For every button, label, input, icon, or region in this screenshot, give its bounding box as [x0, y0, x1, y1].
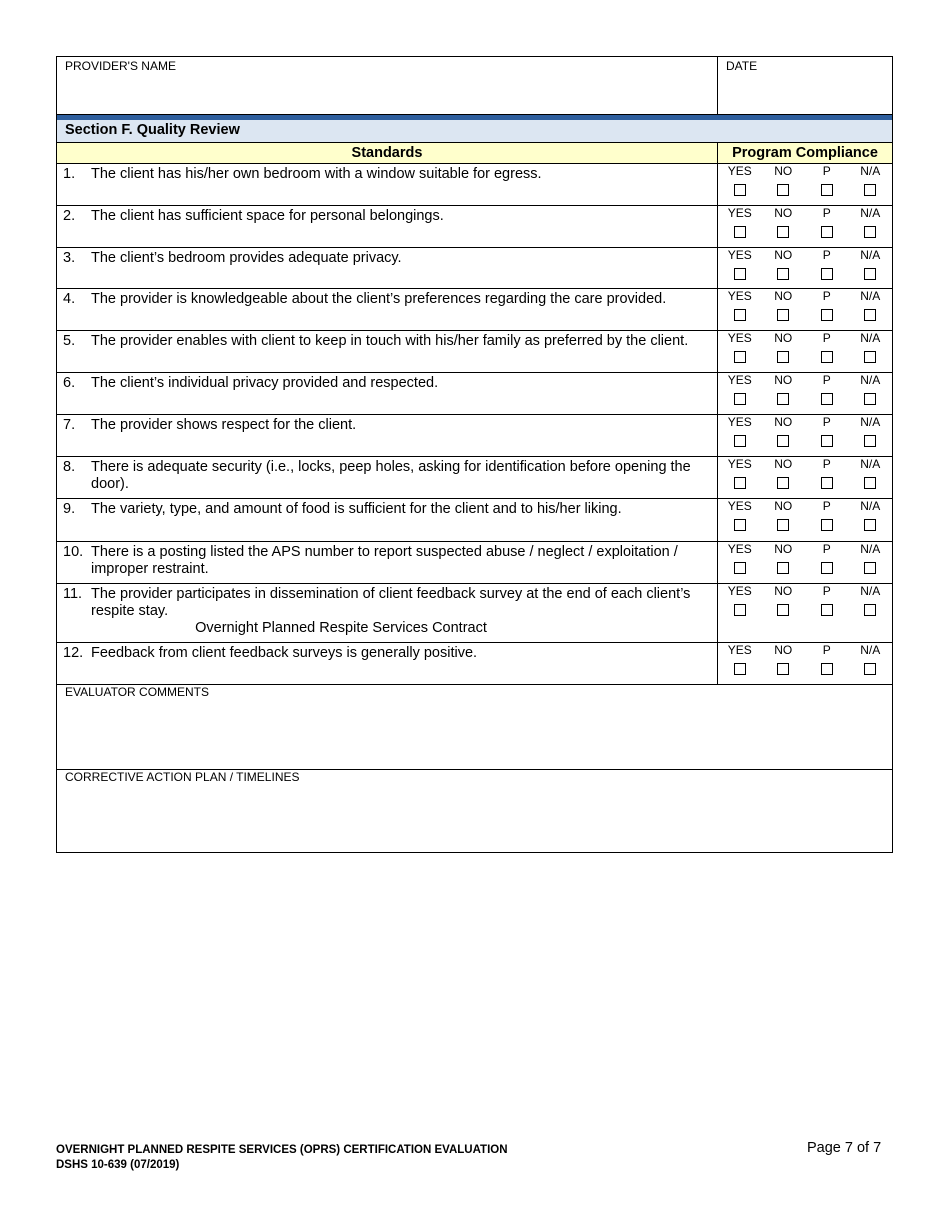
compliance-option-label: P: [822, 643, 831, 657]
compliance-option-label: NO: [774, 542, 793, 556]
compliance-option: [718, 164, 762, 205]
standards-header: Standards: [351, 145, 423, 161]
standard-row: [56, 457, 893, 499]
standard-number: 10.: [63, 544, 84, 560]
compliance-checkbox[interactable]: [777, 309, 789, 321]
compliance-option: [849, 373, 893, 414]
compliance-checkbox[interactable]: [777, 435, 789, 447]
evaluation-form: [56, 56, 893, 853]
standard-number: 5.: [63, 333, 76, 349]
compliance-checkbox[interactable]: [821, 351, 833, 363]
compliance-checkbox[interactable]: [821, 435, 833, 447]
compliance-option-label: N/A: [860, 164, 881, 178]
standard-number: 6.: [63, 375, 76, 391]
standard-text-cell: [57, 542, 717, 583]
compliance-option: [849, 457, 893, 498]
standard-description: The client’s bedroom provides adequate privacy.: [91, 250, 402, 266]
standards-list: [56, 164, 893, 685]
compliance-option: [718, 206, 762, 247]
standard-text-cell: [57, 415, 717, 456]
standard-number: 7.: [63, 417, 76, 433]
compliance-option-label: N/A: [860, 373, 881, 387]
compliance-option-label: YES: [727, 584, 752, 598]
compliance-checkbox[interactable]: [821, 663, 833, 675]
compliance-checkbox[interactable]: [734, 184, 746, 196]
standard-description: There is a posting listed the APS number to report suspected abuse / neglect / exploitation / improper restraint.: [91, 544, 678, 577]
standard-number: 11.: [63, 586, 83, 602]
compliance-checkbox[interactable]: [734, 393, 746, 405]
compliance-option-label: P: [822, 499, 831, 513]
compliance-option-label: NO: [774, 584, 793, 598]
compliance-option-label: P: [822, 542, 831, 556]
compliance-checkbox[interactable]: [777, 226, 789, 238]
compliance-option-label: NO: [774, 164, 793, 178]
compliance-option-label: NO: [774, 289, 793, 303]
compliance-checkbox[interactable]: [864, 268, 876, 280]
date-field[interactable]: [717, 57, 892, 114]
provider-name-field[interactable]: [57, 57, 717, 114]
standard-row: [56, 373, 893, 415]
compliance-option: [718, 584, 762, 642]
compliance-option-label: YES: [727, 643, 752, 657]
compliance-option-label: P: [822, 248, 831, 262]
compliance-checkbox[interactable]: [821, 184, 833, 196]
compliance-option: [762, 248, 806, 288]
compliance-option: [849, 248, 893, 288]
compliance-option: [762, 584, 806, 642]
compliance-checkbox[interactable]: [864, 604, 876, 616]
compliance-option-label: NO: [774, 373, 793, 387]
compliance-option: [762, 457, 806, 498]
compliance-checkbox[interactable]: [864, 393, 876, 405]
standard-subtext: Overnight Planned Respite Services Contract: [195, 620, 487, 636]
section-title: Section F. Quality Review: [56, 120, 893, 143]
compliance-checkbox[interactable]: [864, 663, 876, 675]
compliance-option-label: P: [822, 415, 831, 429]
compliance-option-label: N/A: [860, 331, 881, 345]
provider-name-label: PROVIDER'S NAME: [65, 59, 176, 73]
compliance-checkbox[interactable]: [864, 351, 876, 363]
compliance-checkbox[interactable]: [777, 562, 789, 574]
compliance-option: [849, 206, 893, 247]
compliance-option: [718, 542, 762, 583]
compliance-options: [717, 373, 892, 414]
compliance-option: [805, 164, 849, 205]
compliance-options: [717, 415, 892, 456]
standard-description: Feedback from client feedback surveys is generally positive.: [91, 645, 478, 661]
compliance-checkbox[interactable]: [864, 184, 876, 196]
compliance-checkbox[interactable]: [734, 309, 746, 321]
standard-row: [56, 542, 893, 584]
compliance-checkbox[interactable]: [864, 562, 876, 574]
standard-description: The provider participates in dissemination of client feedback survey at the end of each client’s respite stay.: [91, 586, 691, 619]
compliance-option: [805, 499, 849, 541]
compliance-checkbox[interactable]: [821, 604, 833, 616]
compliance-option: [805, 373, 849, 414]
standard-description: The client has sufficient space for personal belongings.: [91, 208, 444, 224]
compliance-checkbox[interactable]: [821, 393, 833, 405]
compliance-option-label: YES: [727, 206, 752, 220]
compliance-checkbox[interactable]: [777, 519, 789, 531]
compliance-option: [849, 164, 893, 205]
standard-body: [91, 544, 711, 581]
compliance-option: [762, 331, 806, 372]
compliance-option: [849, 542, 893, 583]
compliance-option-label: YES: [727, 373, 752, 387]
compliance-option: [718, 373, 762, 414]
standard-description: The variety, type, and amount of food is sufficient for the client and to his/her liking.: [91, 501, 622, 517]
compliance-checkbox[interactable]: [777, 184, 789, 196]
provider-row: [56, 56, 893, 115]
compliance-checkbox[interactable]: [864, 519, 876, 531]
standard-number: 12.: [63, 645, 84, 661]
compliance-checkbox[interactable]: [864, 477, 876, 489]
compliance-option-label: YES: [727, 248, 752, 262]
standard-number: 3.: [63, 250, 76, 266]
standards-header-row: [56, 143, 893, 164]
standard-row: [56, 499, 893, 542]
compliance-checkbox[interactable]: [734, 226, 746, 238]
compliance-checkbox[interactable]: [777, 393, 789, 405]
compliance-options: [717, 542, 892, 583]
compliance-option: [762, 289, 806, 330]
standard-row: [56, 584, 893, 643]
standard-row: [56, 248, 893, 289]
compliance-checkbox[interactable]: [821, 268, 833, 280]
standard-text-cell: [57, 331, 717, 372]
compliance-option-label: YES: [727, 415, 752, 429]
compliance-option: [718, 331, 762, 372]
compliance-option-label: YES: [727, 457, 752, 471]
standard-text-cell: [57, 373, 717, 414]
compliance-option-label: NO: [774, 331, 793, 345]
compliance-option-label: NO: [774, 248, 793, 262]
compliance-option: [762, 206, 806, 247]
standard-description: The provider shows respect for the client.: [91, 417, 357, 433]
standard-body: [91, 375, 711, 412]
compliance-checkbox[interactable]: [734, 268, 746, 280]
compliance-option-label: NO: [774, 499, 793, 513]
date-label: DATE: [726, 59, 758, 73]
compliance-option: [849, 584, 893, 642]
compliance-option-label: YES: [727, 542, 752, 556]
compliance-checkbox[interactable]: [777, 663, 789, 675]
compliance-option: [805, 457, 849, 498]
standard-body: [91, 291, 711, 328]
compliance-option-label: P: [822, 164, 831, 178]
compliance-checkbox[interactable]: [821, 519, 833, 531]
compliance-checkbox[interactable]: [864, 226, 876, 238]
compliance-checkbox[interactable]: [734, 351, 746, 363]
program-compliance-header: Program Compliance: [717, 143, 892, 163]
compliance-checkbox[interactable]: [777, 477, 789, 489]
compliance-options: [717, 499, 892, 541]
standard-body: [91, 417, 711, 454]
compliance-option: [762, 499, 806, 541]
standard-body: [91, 333, 711, 370]
standard-text-cell: [57, 248, 717, 288]
compliance-option: [762, 415, 806, 456]
compliance-option-label: N/A: [860, 457, 881, 471]
compliance-options: [717, 643, 892, 684]
standard-body: [91, 459, 711, 496]
footer-form-title: OVERNIGHT PLANNED RESPITE SERVICES (OPRS) CERTIFICATION EVALUATION: [56, 1144, 508, 1156]
standard-row: [56, 331, 893, 373]
compliance-option: [805, 289, 849, 330]
standard-description: The provider enables with client to keep in touch with his/her family as preferred by the client.: [91, 333, 689, 349]
evaluator-comments-label: EVALUATOR COMMENTS: [65, 685, 210, 699]
corrective-action-label: CORRECTIVE ACTION PLAN / TIMELINES: [65, 770, 300, 784]
standard-body: [91, 645, 711, 682]
compliance-checkbox[interactable]: [734, 562, 746, 574]
compliance-option-label: N/A: [860, 248, 881, 262]
compliance-option-label: N/A: [860, 289, 881, 303]
compliance-option-label: P: [822, 289, 831, 303]
compliance-checkbox[interactable]: [864, 435, 876, 447]
compliance-option: [762, 373, 806, 414]
standard-body: [91, 586, 711, 640]
compliance-options: [717, 164, 892, 205]
standard-number: 4.: [63, 291, 76, 307]
footer-form-number: DSHS 10-639 (07/2019): [56, 1159, 180, 1171]
standard-text-cell: [57, 206, 717, 247]
compliance-option-label: P: [822, 584, 831, 598]
compliance-checkbox[interactable]: [821, 309, 833, 321]
standard-body: [91, 166, 711, 203]
compliance-option-label: P: [822, 373, 831, 387]
compliance-options: [717, 248, 892, 288]
compliance-option: [805, 331, 849, 372]
compliance-option: [805, 643, 849, 684]
compliance-option-label: NO: [774, 206, 793, 220]
compliance-checkbox[interactable]: [734, 477, 746, 489]
compliance-option: [805, 415, 849, 456]
compliance-option-label: P: [822, 206, 831, 220]
compliance-option: [762, 643, 806, 684]
evaluator-comments-field[interactable]: [56, 685, 893, 770]
compliance-checkbox[interactable]: [821, 477, 833, 489]
compliance-option: [849, 499, 893, 541]
compliance-option: [805, 206, 849, 247]
compliance-checkbox[interactable]: [821, 226, 833, 238]
compliance-checkbox[interactable]: [734, 519, 746, 531]
page-number: Page 7 of 7: [807, 1140, 882, 1156]
compliance-option-label: N/A: [860, 499, 881, 513]
compliance-option-label: NO: [774, 415, 793, 429]
compliance-option-label: YES: [727, 499, 752, 513]
compliance-option: [718, 415, 762, 456]
compliance-option: [718, 499, 762, 541]
standard-text-cell: [57, 643, 717, 684]
standard-row: [56, 643, 893, 685]
standard-description: The client has his/her own bedroom with a window suitable for egress.: [91, 166, 542, 182]
compliance-option: [805, 248, 849, 288]
standard-description: The client’s individual privacy provided and respected.: [91, 375, 439, 391]
standard-text-cell: [57, 457, 717, 498]
compliance-options: [717, 457, 892, 498]
standard-body: [91, 208, 711, 245]
standard-row: [56, 289, 893, 331]
standard-body: [91, 501, 711, 539]
standard-description: There is adequate security (i.e., locks, peep holes, asking for identification before opening the door).: [91, 459, 691, 492]
standard-number: 2.: [63, 208, 76, 224]
compliance-option: [849, 289, 893, 330]
standard-row: [56, 164, 893, 206]
compliance-options: [717, 584, 892, 642]
compliance-checkbox[interactable]: [734, 604, 746, 616]
standard-number: 1.: [63, 166, 76, 182]
compliance-option: [762, 164, 806, 205]
compliance-option-label: N/A: [860, 542, 881, 556]
compliance-option-label: YES: [727, 164, 752, 178]
compliance-option: [805, 542, 849, 583]
corrective-action-field[interactable]: [56, 770, 893, 853]
compliance-options: [717, 289, 892, 330]
compliance-option-label: NO: [774, 457, 793, 471]
compliance-checkbox[interactable]: [821, 562, 833, 574]
compliance-option: [718, 289, 762, 330]
footer-form-info: [56, 1143, 508, 1173]
standard-number: 9.: [63, 501, 76, 517]
compliance-option-label: N/A: [860, 206, 881, 220]
compliance-option-label: NO: [774, 643, 793, 657]
standard-text-cell: [57, 289, 717, 330]
compliance-option-label: N/A: [860, 584, 881, 598]
compliance-option: [849, 415, 893, 456]
compliance-option: [718, 248, 762, 288]
compliance-checkbox[interactable]: [864, 309, 876, 321]
compliance-option-label: YES: [727, 289, 752, 303]
compliance-options: [717, 206, 892, 247]
standard-text-cell: [57, 584, 717, 642]
compliance-checkbox[interactable]: [777, 268, 789, 280]
compliance-option-label: P: [822, 457, 831, 471]
standard-row: [56, 415, 893, 457]
compliance-checkbox[interactable]: [777, 604, 789, 616]
compliance-checkbox[interactable]: [777, 351, 789, 363]
compliance-option-label: YES: [727, 331, 752, 345]
compliance-option-label: P: [822, 331, 831, 345]
compliance-option: [849, 643, 893, 684]
compliance-option: [849, 331, 893, 372]
standard-text-cell: [57, 164, 717, 205]
compliance-option: [762, 542, 806, 583]
compliance-checkbox[interactable]: [734, 435, 746, 447]
compliance-option: [805, 584, 849, 642]
compliance-options: [717, 331, 892, 372]
compliance-option-label: N/A: [860, 415, 881, 429]
compliance-option: [718, 643, 762, 684]
standard-description: The provider is knowledgeable about the client’s preferences regarding the care provided.: [91, 291, 667, 307]
standard-number: 8.: [63, 459, 76, 475]
standard-row: [56, 206, 893, 248]
standard-body: [91, 250, 711, 286]
compliance-checkbox[interactable]: [734, 663, 746, 675]
standard-text-cell: [57, 499, 717, 541]
compliance-option-label: N/A: [860, 643, 881, 657]
compliance-option: [718, 457, 762, 498]
